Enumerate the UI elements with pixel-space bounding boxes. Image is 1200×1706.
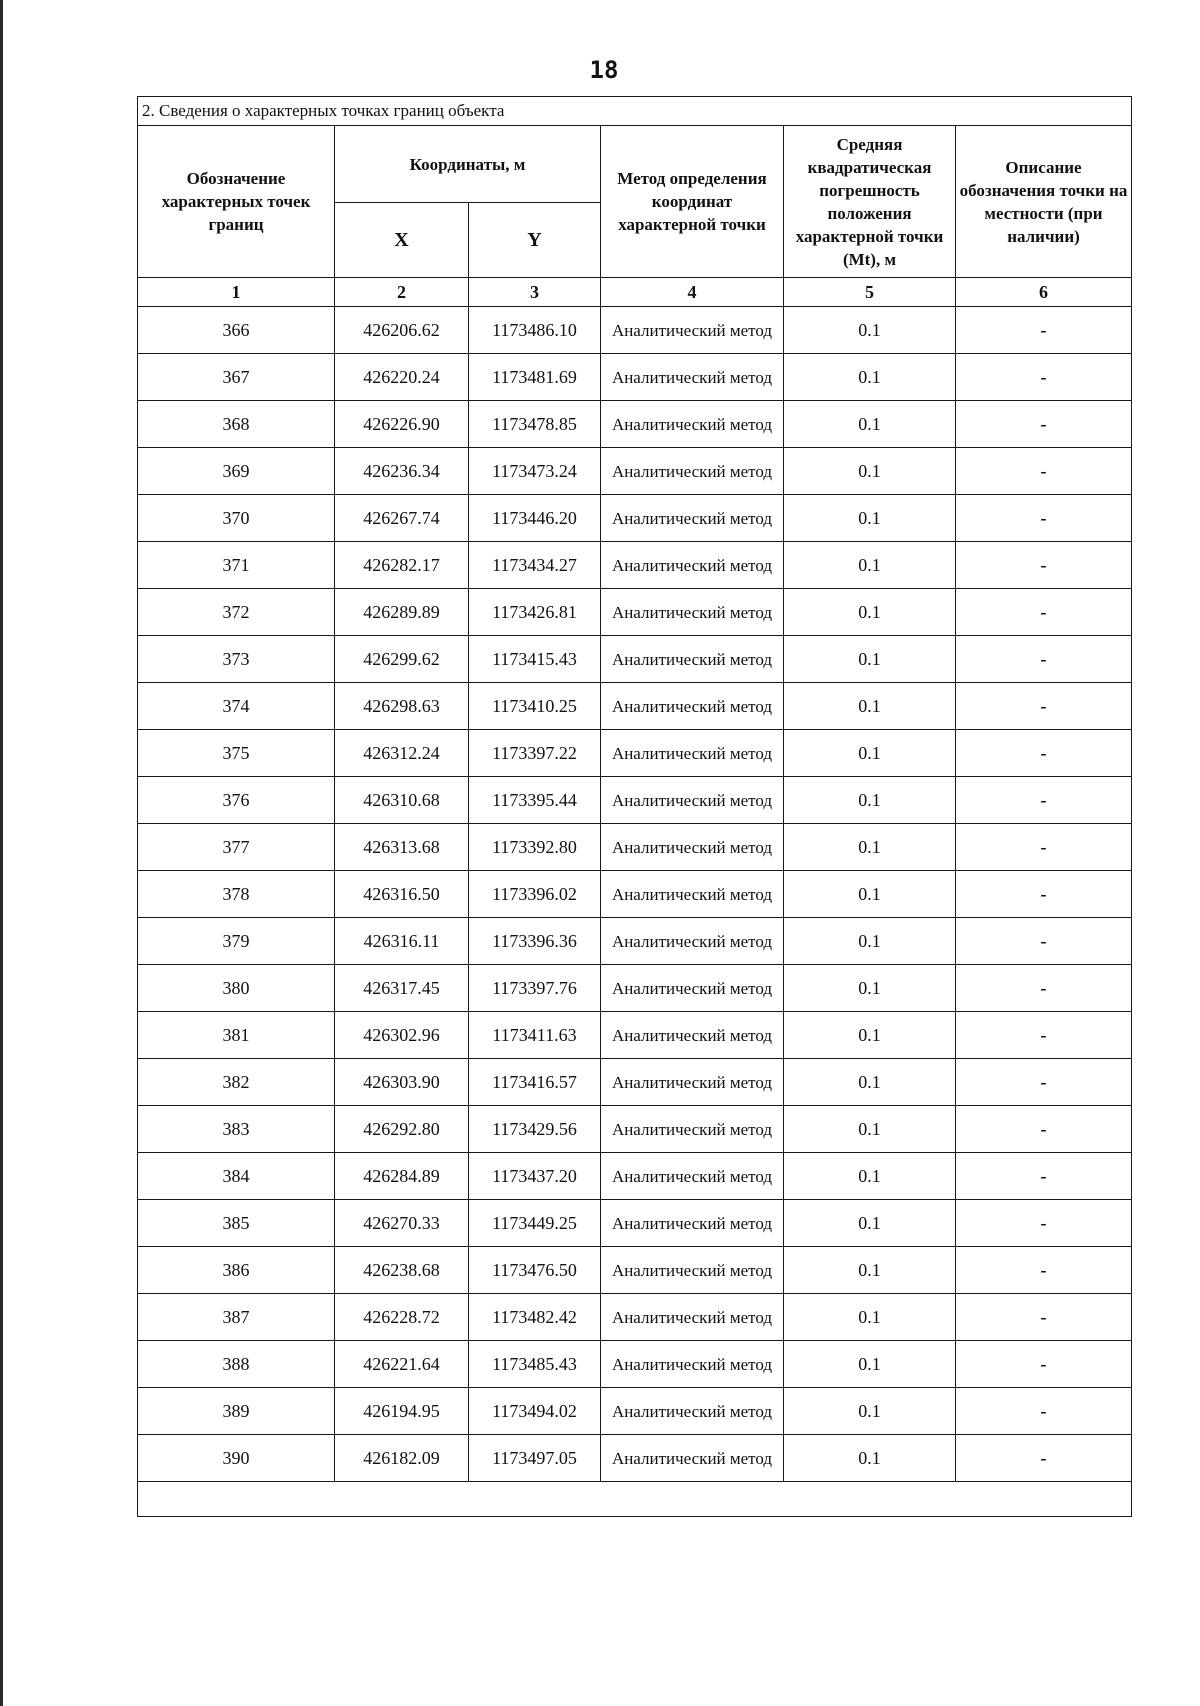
coord-x: 426194.95 xyxy=(335,1388,469,1435)
method: Аналитический метод xyxy=(601,542,784,589)
coord-y: 1173415.43 xyxy=(469,636,601,683)
table-row xyxy=(138,824,1132,871)
method: Аналитический метод xyxy=(601,1153,784,1200)
method: Аналитический метод xyxy=(601,777,784,824)
error-mt: 0.1 xyxy=(784,871,956,918)
point-id: 377 xyxy=(138,824,335,871)
description: - xyxy=(956,777,1132,824)
method: Аналитический метод xyxy=(601,495,784,542)
table-row xyxy=(138,636,1132,683)
error-mt: 0.1 xyxy=(784,965,956,1012)
coord-y: 1173396.36 xyxy=(469,918,601,965)
point-id: 390 xyxy=(138,1435,335,1482)
point-id: 374 xyxy=(138,683,335,730)
coord-x: 426312.24 xyxy=(335,730,469,777)
description: - xyxy=(956,1341,1132,1388)
coord-y: 1173473.24 xyxy=(469,448,601,495)
description: - xyxy=(956,542,1132,589)
table-row xyxy=(138,1435,1132,1482)
error-mt: 0.1 xyxy=(784,589,956,636)
point-id: 368 xyxy=(138,401,335,448)
coord-y: 1173486.10 xyxy=(469,307,601,354)
point-id: 389 xyxy=(138,1388,335,1435)
point-id: 367 xyxy=(138,354,335,401)
method: Аналитический метод xyxy=(601,1059,784,1106)
point-id: 371 xyxy=(138,542,335,589)
column-number: 5 xyxy=(784,278,956,307)
coord-y: 1173429.56 xyxy=(469,1106,601,1153)
method: Аналитический метод xyxy=(601,1294,784,1341)
coord-y: 1173446.20 xyxy=(469,495,601,542)
table-row xyxy=(138,1247,1132,1294)
description: - xyxy=(956,1294,1132,1341)
coord-x: 426267.74 xyxy=(335,495,469,542)
scan-left-edge xyxy=(0,0,3,1706)
coord-x: 426303.90 xyxy=(335,1059,469,1106)
method: Аналитический метод xyxy=(601,824,784,871)
error-mt: 0.1 xyxy=(784,1106,956,1153)
coord-x: 426292.80 xyxy=(335,1106,469,1153)
method: Аналитический метод xyxy=(601,307,784,354)
point-id: 369 xyxy=(138,448,335,495)
table-row xyxy=(138,1341,1132,1388)
method: Аналитический метод xyxy=(601,1012,784,1059)
point-id: 388 xyxy=(138,1341,335,1388)
method: Аналитический метод xyxy=(601,636,784,683)
coord-x: 426238.68 xyxy=(335,1247,469,1294)
column-number: 2 xyxy=(335,278,469,307)
coord-x: 426289.89 xyxy=(335,589,469,636)
error-mt: 0.1 xyxy=(784,401,956,448)
coord-x: 426182.09 xyxy=(335,1435,469,1482)
table-row xyxy=(138,1059,1132,1106)
header-y: Y xyxy=(469,203,601,278)
point-id: 381 xyxy=(138,1012,335,1059)
point-id: 386 xyxy=(138,1247,335,1294)
point-id: 382 xyxy=(138,1059,335,1106)
point-id: 385 xyxy=(138,1200,335,1247)
section-title: 2. Сведения о характерных точках границ объекта xyxy=(138,97,1132,126)
method: Аналитический метод xyxy=(601,965,784,1012)
method: Аналитический метод xyxy=(601,683,784,730)
coord-y: 1173392.80 xyxy=(469,824,601,871)
table-row xyxy=(138,495,1132,542)
coord-y: 1173497.05 xyxy=(469,1435,601,1482)
table-row xyxy=(138,307,1132,354)
header-designation: Обозначение характерных точек границ xyxy=(138,126,335,278)
error-mt: 0.1 xyxy=(784,448,956,495)
error-mt: 0.1 xyxy=(784,1059,956,1106)
coord-x: 426313.68 xyxy=(335,824,469,871)
coord-y: 1173411.63 xyxy=(469,1012,601,1059)
table-row xyxy=(138,871,1132,918)
coord-x: 426316.11 xyxy=(335,918,469,965)
error-mt: 0.1 xyxy=(784,730,956,777)
error-mt: 0.1 xyxy=(784,307,956,354)
description: - xyxy=(956,354,1132,401)
point-id: 384 xyxy=(138,1153,335,1200)
coord-x: 426310.68 xyxy=(335,777,469,824)
header-error: Средняя квадратическая погрешность положения характерной точки (Mt), м xyxy=(784,126,956,278)
table-row xyxy=(138,1106,1132,1153)
table-row xyxy=(138,401,1132,448)
coord-y: 1173416.57 xyxy=(469,1059,601,1106)
description: - xyxy=(956,495,1132,542)
coord-x: 426270.33 xyxy=(335,1200,469,1247)
point-id: 373 xyxy=(138,636,335,683)
table-body xyxy=(138,97,1132,1517)
column-number: 6 xyxy=(956,278,1132,307)
coord-y: 1173481.69 xyxy=(469,354,601,401)
coord-x: 426316.50 xyxy=(335,871,469,918)
coord-y: 1173396.02 xyxy=(469,871,601,918)
description: - xyxy=(956,448,1132,495)
description: - xyxy=(956,589,1132,636)
error-mt: 0.1 xyxy=(784,824,956,871)
column-number: 1 xyxy=(138,278,335,307)
error-mt: 0.1 xyxy=(784,777,956,824)
point-id: 383 xyxy=(138,1106,335,1153)
coord-x: 426220.24 xyxy=(335,354,469,401)
point-id: 379 xyxy=(138,918,335,965)
header-description: Описание обозначения точки на местности (при наличии) xyxy=(956,126,1132,278)
error-mt: 0.1 xyxy=(784,1247,956,1294)
error-mt: 0.1 xyxy=(784,1435,956,1482)
point-id: 372 xyxy=(138,589,335,636)
table-row xyxy=(138,1153,1132,1200)
description: - xyxy=(956,1012,1132,1059)
table-row xyxy=(138,918,1132,965)
coord-y: 1173482.42 xyxy=(469,1294,601,1341)
point-id: 378 xyxy=(138,871,335,918)
method: Аналитический метод xyxy=(601,1435,784,1482)
description: - xyxy=(956,1388,1132,1435)
table-row xyxy=(138,448,1132,495)
table-row xyxy=(138,1388,1132,1435)
coord-y: 1173437.20 xyxy=(469,1153,601,1200)
table-row xyxy=(138,683,1132,730)
coord-y: 1173478.85 xyxy=(469,401,601,448)
method: Аналитический метод xyxy=(601,918,784,965)
error-mt: 0.1 xyxy=(784,918,956,965)
error-mt: 0.1 xyxy=(784,1294,956,1341)
point-id: 375 xyxy=(138,730,335,777)
coord-x: 426236.34 xyxy=(335,448,469,495)
coord-x: 426317.45 xyxy=(335,965,469,1012)
coord-y: 1173410.25 xyxy=(469,683,601,730)
method: Аналитический метод xyxy=(601,871,784,918)
description: - xyxy=(956,683,1132,730)
coord-x: 426282.17 xyxy=(335,542,469,589)
error-mt: 0.1 xyxy=(784,1153,956,1200)
column-number: 3 xyxy=(469,278,601,307)
header-x: X xyxy=(335,203,469,278)
description: - xyxy=(956,1200,1132,1247)
point-id: 387 xyxy=(138,1294,335,1341)
coord-x: 426221.64 xyxy=(335,1341,469,1388)
point-id: 376 xyxy=(138,777,335,824)
coord-y: 1173485.43 xyxy=(469,1341,601,1388)
coord-y: 1173476.50 xyxy=(469,1247,601,1294)
coord-x: 426228.72 xyxy=(335,1294,469,1341)
header-method: Метод определения координат характерной точки xyxy=(601,126,784,278)
table-row xyxy=(138,354,1132,401)
table-row xyxy=(138,777,1132,824)
coord-x: 426284.89 xyxy=(335,1153,469,1200)
boundary-points-table xyxy=(137,96,1132,1517)
method: Аналитический метод xyxy=(601,730,784,777)
coord-y: 1173449.25 xyxy=(469,1200,601,1247)
error-mt: 0.1 xyxy=(784,542,956,589)
method: Аналитический метод xyxy=(601,401,784,448)
description: - xyxy=(956,824,1132,871)
method: Аналитический метод xyxy=(601,1106,784,1153)
coord-x: 426302.96 xyxy=(335,1012,469,1059)
error-mt: 0.1 xyxy=(784,1388,956,1435)
coord-x: 426299.62 xyxy=(335,636,469,683)
table-row xyxy=(138,589,1132,636)
point-id: 380 xyxy=(138,965,335,1012)
coord-y: 1173395.44 xyxy=(469,777,601,824)
point-id: 370 xyxy=(138,495,335,542)
method: Аналитический метод xyxy=(601,1388,784,1435)
description: - xyxy=(956,1106,1132,1153)
method: Аналитический метод xyxy=(601,1200,784,1247)
table-row xyxy=(138,730,1132,777)
page-number: 18 xyxy=(589,56,619,84)
method: Аналитический метод xyxy=(601,1341,784,1388)
coord-y: 1173397.76 xyxy=(469,965,601,1012)
header-coordinates: Координаты, м xyxy=(335,126,601,203)
section-title-row xyxy=(138,97,1132,126)
description: - xyxy=(956,307,1132,354)
table-row xyxy=(138,1200,1132,1247)
table-row xyxy=(138,1012,1132,1059)
table-row xyxy=(138,965,1132,1012)
description: - xyxy=(956,1247,1132,1294)
description: - xyxy=(956,871,1132,918)
error-mt: 0.1 xyxy=(784,683,956,730)
table-footer-row xyxy=(138,1482,1132,1517)
coord-y: 1173434.27 xyxy=(469,542,601,589)
coord-y: 1173426.81 xyxy=(469,589,601,636)
error-mt: 0.1 xyxy=(784,495,956,542)
error-mt: 0.1 xyxy=(784,1012,956,1059)
method: Аналитический метод xyxy=(601,354,784,401)
method: Аналитический метод xyxy=(601,448,784,495)
column-numbers-row xyxy=(138,278,1132,307)
coord-y: 1173494.02 xyxy=(469,1388,601,1435)
error-mt: 0.1 xyxy=(784,1341,956,1388)
description: - xyxy=(956,918,1132,965)
table-row xyxy=(138,1294,1132,1341)
description: - xyxy=(956,730,1132,777)
table-footer-cell xyxy=(138,1482,1132,1517)
method: Аналитический метод xyxy=(601,589,784,636)
coord-x: 426226.90 xyxy=(335,401,469,448)
column-number: 4 xyxy=(601,278,784,307)
description: - xyxy=(956,965,1132,1012)
coord-y: 1173397.22 xyxy=(469,730,601,777)
method: Аналитический метод xyxy=(601,1247,784,1294)
header-row-top xyxy=(138,126,1132,203)
coord-x: 426206.62 xyxy=(335,307,469,354)
description: - xyxy=(956,1153,1132,1200)
description: - xyxy=(956,1059,1132,1106)
error-mt: 0.1 xyxy=(784,354,956,401)
error-mt: 0.1 xyxy=(784,636,956,683)
point-id: 366 xyxy=(138,307,335,354)
description: - xyxy=(956,636,1132,683)
description: - xyxy=(956,401,1132,448)
table-row xyxy=(138,542,1132,589)
description: - xyxy=(956,1435,1132,1482)
error-mt: 0.1 xyxy=(784,1200,956,1247)
coord-x: 426298.63 xyxy=(335,683,469,730)
